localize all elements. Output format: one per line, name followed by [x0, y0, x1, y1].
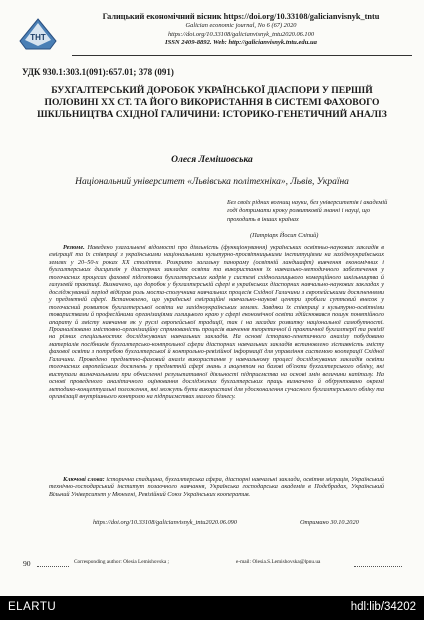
journal-header-text [76, 12, 406, 48]
epigraph: Без своїх рідних вогнищ науки, без університетів і академій годі дотримати кроку розвитковій знанні і науці, що проходить в інших країнах [227, 199, 388, 223]
repository-bar [0, 596, 424, 620]
abstract-label: Резюме. [63, 244, 85, 251]
received-date: Отримано 30.10.2020 [300, 519, 359, 526]
footer-dotted-rule [37, 566, 69, 567]
author-affiliation: Національний університет «Львівська політехніка», Львів, Україна [75, 177, 349, 187]
keywords-text: історична спадщина, бухгалтерська сфера, діаспорні навчальні заклади, освітня міграція, Український технічно-господарський інститут позаочного навчання, Українська господарська академія в Подєбрадах, Український Вільний Університет у Мюнхені, Ревізійний Союз Українських кооператив. [49, 476, 385, 498]
header-divider [72, 55, 412, 56]
epigraph-source: (Патріарх Йосип Сліпий) [250, 232, 319, 239]
journal-issn-web[interactable]: ISSN 2409-8892. Web: http://galicianvisnyk.tntu.edu.ua [165, 39, 317, 46]
footer-dotted-rule-right [354, 566, 402, 567]
abstract-text: Наведено узагальнені відомості про діяльність (функціонування) українських освітньо-наукових закладів в еміграції та їх співпраці з українськими національними культурно-просвітницькими інституціями на західноукраїнських землях у 20–50-х роках ХХ століття. Розкрито загальну панораму (освітній ландшафт) вивчення економічних і бухгалтерських дисциплін у діаспорних закладах освіти та використання їх навчально-методичного забезпечення у тогочасних процесах фахової підготовки бухгалтерських кадрів у системі східногалицького комерційного шкільництва й галузевій практиці. Визначено, що доробок у бухгалтерській сфері в українських діаспорних навчально-наукових закладах у досліджуваний період відіграв роль моста-сполучника навчальних процесів Східної Галичини з європейськими досягненнями у предметній сфері. Встановлено, що українські еміграційні навчально-наукові центри зробили суттєвий внесок у тогочасний розвиток бухгалтерської освіти на західноукраїнських землях. Завдяки їх співпраці з культурно-освітніми товариствами й професійними організаціями галицького краю у сфері економічної освіти здійснювався пошук понятійного апарату й змісту навчання як у руслі європейської традиції, так і на засадах розвитку національної самобутності. Проаналізовано змістовно-організаційну спрямованість процесів вивчення теоретичної й практичної бухгалтерії та ревізії на різних спеціальностях досліджуваних навчальних закладів. На основі історико-генетичного аналізу побудовано матеріалів посібників бухгалтерсько-контрольної сфери діаспорних навчальних закладів встановлено зіставність змісту фахової освіти з потребою бухгалтерської й контрольно-ревізійної інформації для управління системою кооперації Східної Галичини. Проведено предметно-фаховий аналіз використання у навчальному процесі досліджуваних закладів освіти тогочасних європейських досягнень у предметній сфері знань з акцентом на базові об'єкти бухгалтерського обліку, які виступали визначальними при обчисленні результативної діяльності підприємства на основі змін величини капіталу. На основі проведеного аналітичного оцінювання досліджених бухгалтерських праць визначено й обґрунтовано окремі методико-концептуальні положення, які можуть бути використані для удосконалення сучасного бухгалтерського обліку та організації внутрішнього контролю на підприємствах малого бізнесу. [49, 244, 384, 401]
udc-code: УДК 930.1:303.1(091):657.01; 378 (091) [22, 67, 174, 77]
university-logo-icon [18, 17, 58, 51]
journal-issue-doi[interactable]: https://doi.org/10.33108/galicianvisnyk_tntu2020.06.100 [167, 30, 315, 38]
author-email[interactable]: e-mail: Olesia.S.Lemishovska@lpnu.ua [236, 559, 321, 565]
keywords [49, 476, 384, 498]
journal-title: Галицький економічний вісник https://doi.org/10.33108/galicianvisnyk_tntu [102, 12, 380, 21]
corresponding-author: Corresponding author: Olesia Lemishovska ; [74, 559, 170, 565]
handle-identifier[interactable]: hdl:lib/34202 [350, 601, 416, 613]
abstract [49, 244, 384, 401]
article-doi[interactable]: https://doi.org/10.33108/galicianvisnyk_tntu2020.06.090 [93, 519, 237, 526]
page-number: 90 [23, 559, 31, 568]
journal-english-title: Galician economic journal, No 6 (67) 2020 [185, 22, 297, 29]
article-title: БУХГАЛТЕРСЬКИЙ ДОРОБОК УКРАЇНСЬКОЇ ДІАСПОРИ У ПЕРШІЙ ПОЛОВИНІ ХХ СТ. ТА ЙОГО ВИКОРИСТАННЯ В СИСТЕМІ ФАХОВОГО ШКІЛЬНИЦТВА СХІДНОЇ ГАЛИЧИНИ: ІСТОРИКО-ГЕНЕТИЧНИЙ АНАЛІЗ [37, 85, 387, 120]
logo-text: ТНТ [30, 33, 46, 42]
article-author: Олеся Лемішовська [171, 155, 253, 165]
keywords-label: Ключові слова: [63, 476, 105, 483]
journal-header [14, 8, 412, 60]
repository-name: ELARTU [8, 601, 57, 613]
